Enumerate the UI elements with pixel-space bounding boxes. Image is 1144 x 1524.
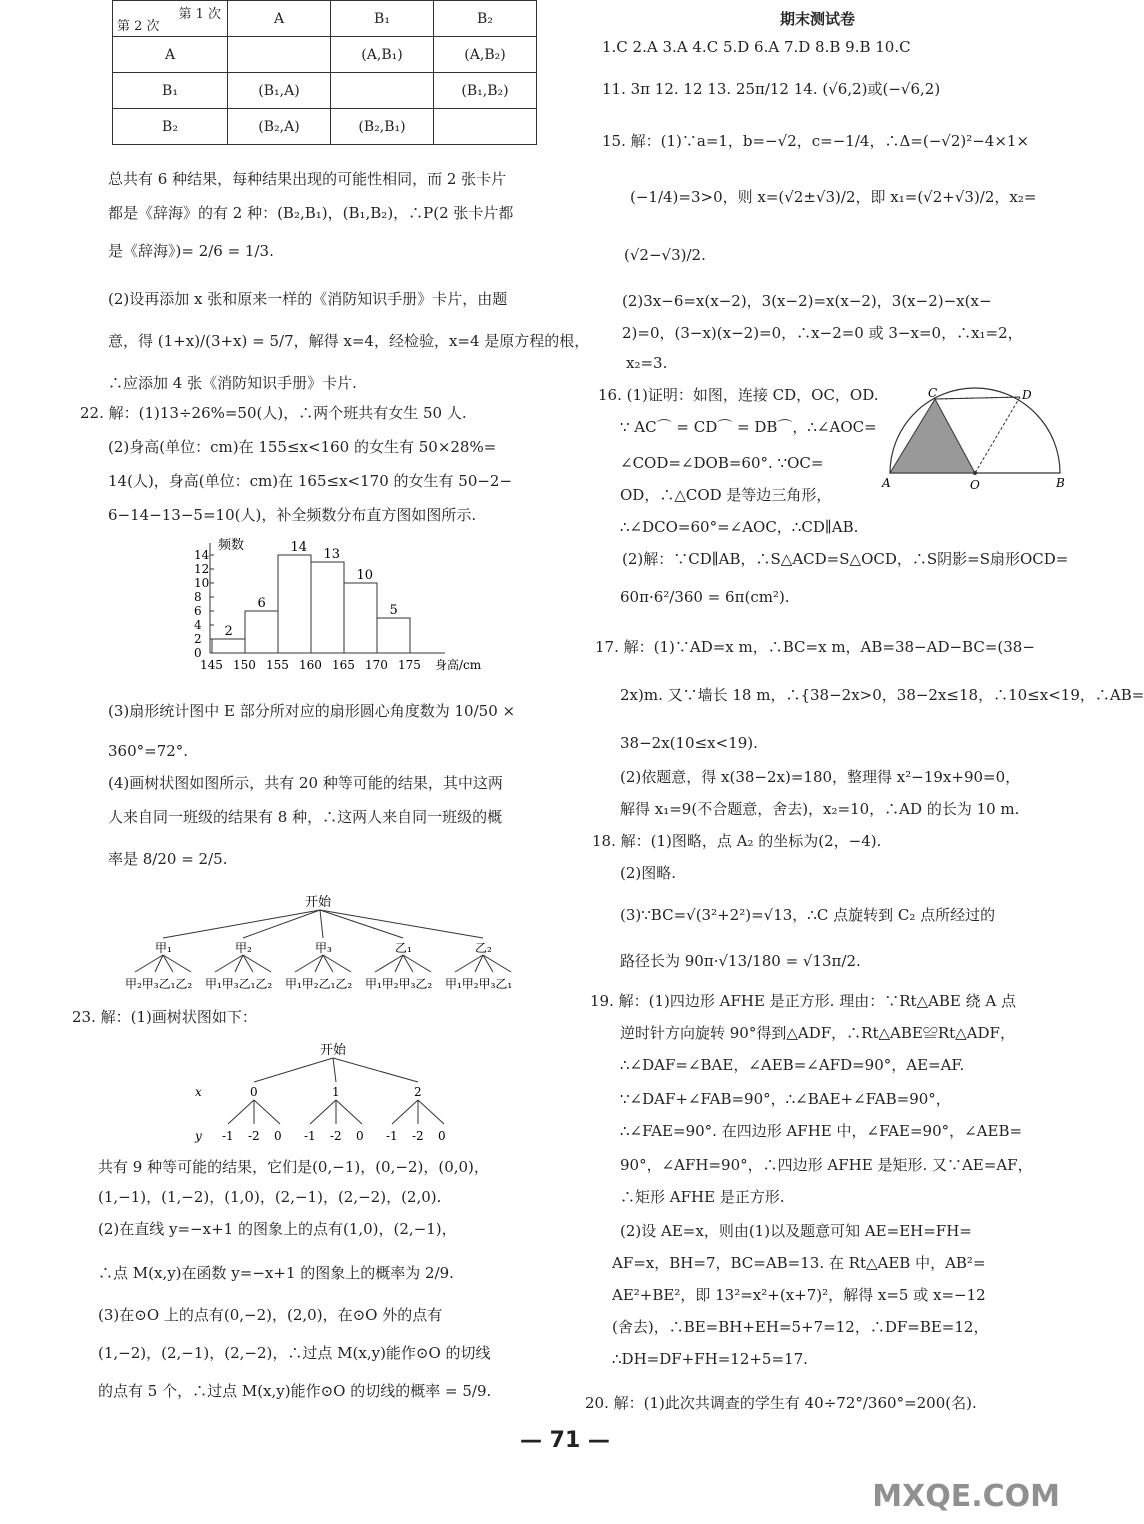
tree-diagram-2 [185,1040,475,1145]
text-line: ∵ AC⌒ = CD⌒ = DB⌒，∴∠AOC= [620,418,877,436]
tree-leaf: 0 [356,1129,364,1143]
text-line: (2)身高(单位：cm)在 155≤x<160 的女生有 50×28%= [108,438,497,456]
tree-branch [310,1100,336,1124]
histogram-bar [377,618,410,653]
tree-branch [418,1100,444,1124]
tree-leaf: 甲₂甲₃乙₁乙₂ [125,977,193,991]
x-tick-label: 160 [299,658,322,672]
tree-x-label: x [195,1085,202,1099]
tree-leaf: -2 [330,1129,342,1143]
tree-leaf: 0 [438,1129,446,1143]
text-line: 是《辞海》)= 2/6 = 1/3. [108,242,274,260]
text-line: 2)=0，(3−x)(x−2)=0，∴x−2=0 或 3−x=0，∴x₁=2， [622,324,1023,342]
tree-node: 2 [414,1085,422,1099]
text-line: (−1/4)=3>0，则 x=(√2±√3)/2，即 x₁=(√2+√3)/2，x₂= [630,188,1037,206]
text-line: ∠COD=∠DOB=60°. ∵OC= [620,454,824,472]
x-tick-label: 170 [365,658,388,672]
table-row: A (A,B₁) (A,B₂) [113,37,537,73]
text-line: 路径长为 90π·√13/180 = √13π/2. [620,952,861,970]
text-line: 23. 解：(1)画树状图如下： [72,1008,257,1026]
text-line: 60π·6²/360 = 6π(cm²). [620,588,790,606]
tree-branch [483,955,511,972]
text-line: (2)解：∵CD∥AB，∴S△ACD=S△OCD，∴S阴影=S扇形OCD= [622,550,1069,568]
text-line: 360°=72°. [108,742,189,760]
tree-leaf: 甲₁甲₂乙₁乙₂ [285,977,353,991]
tree-leaf: -2 [248,1129,260,1143]
tree-root: 开始 [305,895,332,910]
x-axis-label: 身高/cm [435,658,482,672]
text-line: ∴应添加 4 张《消防知识手册》卡片. [108,374,357,392]
table-row: B₂ (B₂,A) (B₂,B₁) [113,109,537,145]
tree-node: 1 [332,1085,340,1099]
tree-branch [163,910,320,938]
text-line: OD，∴△COD 是等边三角形， [620,486,832,504]
bar-value-label: 14 [290,540,308,555]
tree-branch [163,955,191,972]
tree-branch [336,1100,362,1124]
text-line: (2)3x−6=x(x−2)，3(x−2)=x(x−2)，3(x−2)−x(x− [622,292,992,310]
tree-leaf: 0 [274,1129,282,1143]
bar-value-label: 6 [257,596,266,611]
text-line: (1,−2)，(2,−1)，(2,−2)，∴过点 M(x,y)能作⊙O 的切线 [98,1344,491,1362]
text-line: ∴DH=DF+FH=12+5=17. [612,1350,808,1368]
text-line: ∵∠DAF+∠FAB=90°，∴∠BAE+∠FAB=90°， [620,1090,951,1108]
watermark: MXQE.COM [872,1479,1060,1514]
section-title: 期末测试卷 [780,10,856,28]
text-line: (2)依题意，得 x(38−2x)=180，整理得 x²−19x+90=0， [620,768,1021,786]
text-line: AF=x，BH=7，BC=AB=13. 在 Rt△AEB 中，AB²= [612,1254,986,1272]
text-line: 11. 3π 12. 12 13. 25π/12 14. (√6,2)或(−√6,2) [602,80,941,98]
text-line: (2)设 AE=x，则由(1)以及题意可知 AE=EH=FH= [620,1222,972,1240]
tree-y-label: y [195,1129,202,1143]
text-line: (2)在直线 y=−x+1 的图象上的点有(1,0)，(2,−1)， [98,1220,457,1238]
y-tick-label: 8 [194,590,202,604]
text-line: (1,−1)，(1,−2)，(1,0)，(2,−1)，(2,−2)，(2,0). [98,1188,442,1206]
text-line: 共有 9 种等可能的结果，它们是(0,−1)，(0,−2)，(0,0)， [98,1158,489,1176]
tree-branch [333,1058,336,1082]
histogram-bar [245,611,278,653]
histogram-bar [311,562,344,653]
text-line: 逆时针方向旋转 90°得到△ADF，∴Rt△ABE≌Rt△ADF， [620,1024,1015,1042]
y-tick-label: 6 [194,604,202,618]
x-tick-label: 175 [398,658,421,672]
tree-branch [392,1100,418,1124]
tree-node: 甲₂ [235,941,252,955]
y-tick-label: 0 [194,646,202,660]
semicircle-figure [880,385,1070,495]
histogram-bar [212,639,245,653]
text-line: ∴∠DCO=60°=∠AOC，∴CD∥AB. [620,518,859,536]
tree-branch [243,955,271,972]
text-line: (舍去)，∴BE=BH+EH=5+7=12，∴DF=BE=12， [612,1318,989,1336]
text-line: 2x)m. 又∵墙长 18 m，∴{38−2x>0，38−2x≤18，∴10≤x<19，∴AB= [620,686,1144,704]
tree-root: 开始 [320,1043,347,1058]
text-line: 22. 解：(1)13÷26%=50(人)，∴两个班共有女生 50 人. [80,404,467,422]
bar-value-label: 10 [356,568,374,583]
text-line: 解得 x₁=9(不合题意，舍去)，x₂=10，∴AD 的长为 10 m. [620,800,1020,818]
frequency-histogram [180,535,480,675]
text-line: 意，得 (1+x)/(3+x) = 5/7，解得 x=4，经检验，x=4 是原方程的根， [108,332,590,350]
tree-leaf: -1 [386,1129,398,1143]
table-header: B₁ [331,1,434,37]
text-line: 总共有 6 种结果，每种结果出现的可能性相同，而 2 张卡片 [108,170,507,188]
x-tick-label: 155 [266,658,289,672]
text-line: 人来自同一班级的结果有 8 种，∴这两人来自同一班级的概 [108,808,503,826]
tree-branch [254,1058,333,1082]
y-tick-label: 4 [194,618,202,632]
text-line: (2)图略. [620,864,677,882]
text-line: 6−14−13−5=10(人)，补全频数分布直方图如图所示. [108,506,477,524]
y-tick-label: 12 [194,562,210,576]
tree-branch [228,1100,254,1124]
text-line: 18. 解：(1)图略，点 A₂ 的坐标为(2，−4). [592,832,882,850]
tree-leaf: -1 [304,1129,316,1143]
svg-text:D: D [1022,388,1032,402]
bar-value-label: 2 [224,624,233,639]
y-tick-label: 14 [194,548,210,562]
svg-text:B: B [1056,476,1065,490]
text-line: 19. 解：(1)四边形 AFHE 是正方形. 理由：∵Rt△ABE 绕 A 点 [590,992,1017,1010]
text-line: ∴点 M(x,y)在函数 y=−x+1 的图象上的概率为 2/9. [98,1264,454,1282]
tree-node: 甲₁ [155,941,172,955]
histogram-bar [278,555,311,653]
text-line: (4)画树状图如图所示，共有 20 种等可能的结果，其中这两 [108,774,503,792]
tree-node: 甲₃ [315,941,332,955]
svg-text:A: A [882,476,891,490]
x-tick-label: 145 [200,658,223,672]
y-tick-label: 2 [194,632,202,646]
text-line: 15. 解：(1)∵a=1，b=−√2，c=−1/4，∴Δ=(−√2)²−4×1× [602,132,1030,150]
tree-branch [320,910,403,938]
text-line: AE²+BE²，即 13²=x²+(x+7)²，解得 x=5 或 x=−12 [612,1286,986,1304]
text-line: 90°，∠AFH=90°，∴四边形 AFHE 是矩形. 又∵AE=AF， [620,1156,1033,1174]
bar-value-label: 13 [323,547,341,562]
text-line: (√2−√3)/2. [624,246,706,264]
tree-node: 0 [250,1085,258,1099]
table-header: B₂ [434,1,537,37]
text-line: 的点有 5 个，∴过点 M(x,y)能作⊙O 的切线的概率 = 5/9. [98,1382,492,1400]
tree-branch [254,1100,280,1124]
text-line: 17. 解：(1)∵AD=x m，∴BC=x m，AB=38−AD−BC=(38− [595,638,1035,656]
text-line: ∴矩形 AFHE 是正方形. [620,1188,785,1206]
text-line: (2)设再添加 x 张和原来一样的《消防知识手册》卡片，由题 [108,290,508,308]
svg-text:C: C [928,386,938,400]
text-line: (3)在⊙O 上的点有(0,−2)，(2,0)，在⊙O 外的点有 [98,1306,443,1324]
x-tick-label: 150 [233,658,256,672]
y-axis-label: 频数 [218,538,245,553]
y-tick-label: 10 [194,576,210,590]
svg-text:O: O [970,478,980,492]
bar-value-label: 5 [389,603,398,618]
tree-branch [323,955,351,972]
text-line: (3)扇形统计图中 E 部分所对应的扇形圆心角度数为 10/50 × [108,702,516,720]
text-line: 率是 8/20 = 2/5. [108,850,228,868]
tree-branch [403,955,431,972]
tree-node: 乙₁ [395,941,412,955]
probability-table [112,0,537,145]
table-row: B₁ (B₁,A) (B₁,B₂) [113,73,537,109]
page-number: — 71 — [520,1428,610,1453]
tree-diagram-1 [115,892,535,992]
tree-branch [333,1058,418,1082]
histogram-bar [344,583,377,653]
tree-branch [243,910,320,938]
text-line: (3)∵BC=√(3²+2²)=√13，∴C 点旋转到 C₂ 点所经过的 [620,906,996,924]
text-line: ∴∠FAE=90°. 在四边形 AFHE 中，∠FAE=90°，∠AEB= [620,1122,1023,1140]
text-line: 1.C 2.A 3.A 4.C 5.D 6.A 7.D 8.B 9.B 10.C [602,38,911,56]
text-line: 20. 解：(1)此次共调查的学生有 40÷72°/360°=200(名). [585,1394,977,1412]
tree-node: 乙₂ [475,941,492,955]
tree-leaf: 甲₁甲₂甲₃乙₁ [445,977,513,991]
tree-leaf: -1 [222,1129,234,1143]
tree-leaf: 甲₁甲₃乙₁乙₂ [205,977,273,991]
table-header: A [228,1,331,37]
text-line: x₂=3. [626,354,668,372]
text-line: 14(人)，身高(单位：cm)在 165≤x<170 的女生有 50−2− [108,472,513,490]
tree-branch [320,910,483,938]
x-tick-label: 165 [332,658,355,672]
text-line: 都是《辞海》的有 2 种：(B₂,B₁)，(B₁,B₂)，∴P(2 张卡片都 [108,204,514,222]
tree-leaf: -2 [412,1129,424,1143]
text-line: 38−2x(10≤x<19). [620,734,758,752]
text-line: 16. (1)证明：如图，连接 CD，OC，OD. [598,386,879,404]
tree-leaf: 甲₁甲₂甲₃乙₂ [365,977,433,991]
text-line: ∴∠DAF=∠BAE，∠AEB=∠AFD=90°，AE=AF. [620,1056,965,1074]
table-corner: 第 1 次 第 2 次 [113,1,228,37]
tree-branch [320,910,323,938]
